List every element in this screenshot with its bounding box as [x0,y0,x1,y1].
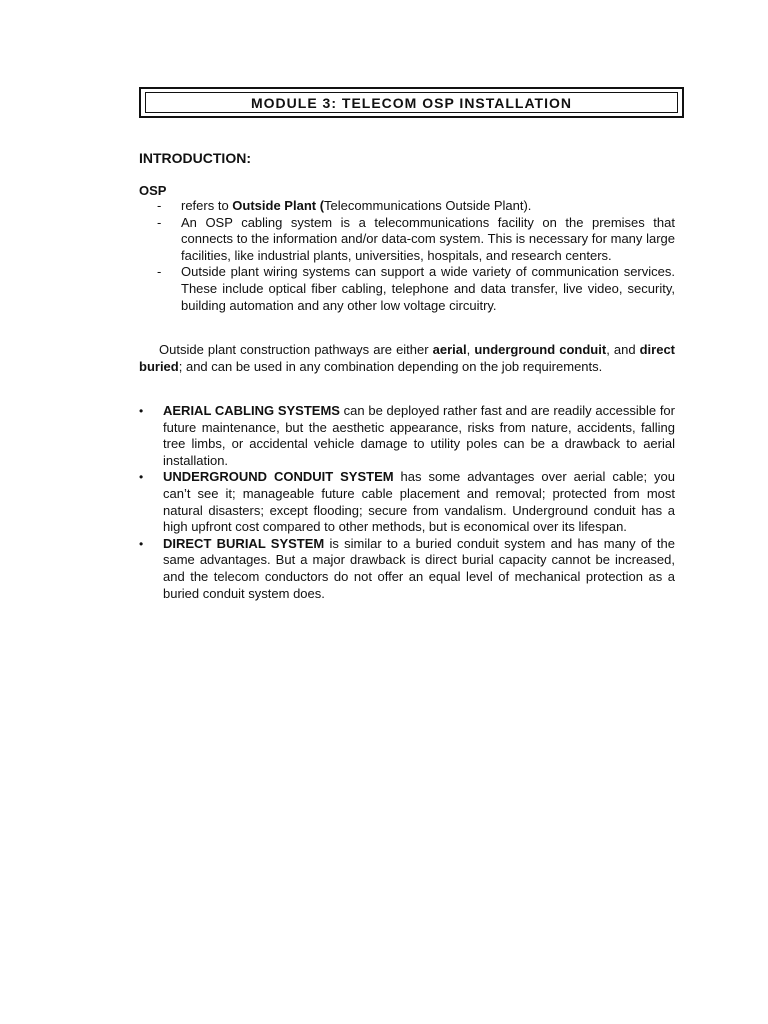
dash-marker: - [157,214,162,230]
osp-heading: OSP [139,183,167,198]
module-title: MODULE 3: TELECOM OSP INSTALLATION [145,92,678,113]
list-item: - An OSP cabling system is a telecommunications facility on the premises that connects to the information and/or data-com system. This is necessary for many large facilities, like industrial plants, universities, hospitals, and research centers. [157,214,675,263]
introduction-heading: INTRODUCTION: [139,150,251,166]
list-item: - Outside plant wiring systems can support a wide variety of communication services. These include optical fiber cabling, telephone and data transfer, live video, security, building automation and any other low voltage circuitry. [157,264,675,313]
module-title-box [139,87,684,118]
dash-marker: - [157,264,162,280]
osp-definition-list [139,198,675,314]
list-item: - refers to Outside Plant (Telecommunications Outside Plant). [157,198,532,213]
dash-marker: - [157,198,162,213]
list-item: • AERIAL CABLING SYSTEMS can be deployed rather fast and are readily accessible for future maintenance, but the aesthetic appearance, risks from nature, accidents, falling tree limbs, or accidental vehicle damage to utility poles can be a drawback to aerial installation. [139,403,675,468]
bullet-marker: • [139,536,144,551]
cabling-systems-list [139,403,675,602]
list-item: • UNDERGROUND CONDUIT SYSTEM has some advantages over aerial cable; you can’t see it; manageable future cable placement and removal; protected from most natural disasters; except flooding; secure from vandalism. Underground conduit has a high upfront cost compared to other methods, but is economical over its lifespan. [139,469,675,535]
pathways-paragraph: Outside plant construction pathways are either aerial, underground conduit, and direct buried; and can be used in any combination depending on the job requirements. [139,342,676,374]
bullet-marker: • [139,404,144,418]
bullet-marker: • [139,470,144,485]
list-item: • DIRECT BURIAL SYSTEM is similar to a buried conduit system and has many of the same advantages. But a major drawback is direct burial capacity cannot be increased, and the telecom conductors do not offer an equal level of mechanical protection as a buried conduit system does. [139,535,676,601]
